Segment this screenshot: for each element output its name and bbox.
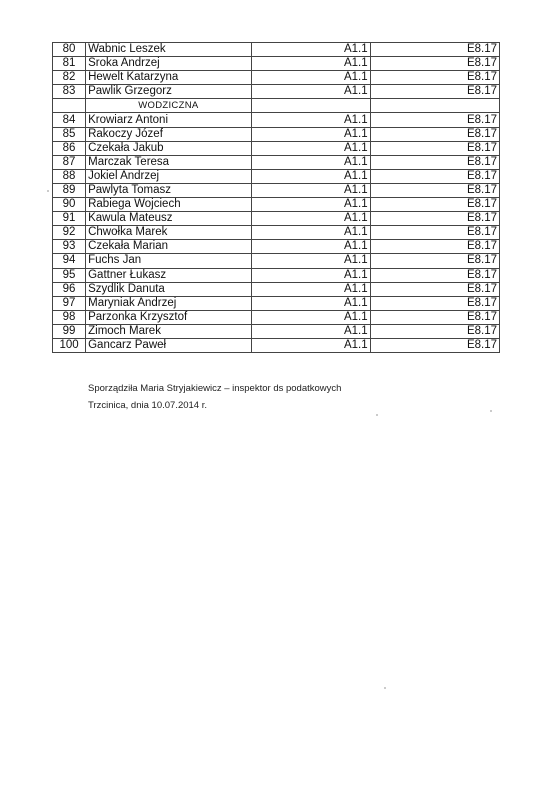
taxpayer-name: Kawula Mateusz bbox=[86, 212, 252, 226]
code-e: E8.17 bbox=[370, 296, 499, 310]
row-number: 81 bbox=[53, 57, 86, 71]
table-row bbox=[53, 127, 500, 141]
section-number-cell bbox=[53, 99, 86, 113]
code-a: A1.1 bbox=[251, 198, 370, 212]
taxpayer-name: Rabiega Wojciech bbox=[86, 198, 252, 212]
code-e: E8.17 bbox=[370, 183, 499, 197]
code-a: A1.1 bbox=[251, 282, 370, 296]
row-number: 83 bbox=[53, 85, 86, 99]
code-e: E8.17 bbox=[370, 282, 499, 296]
taxpayer-name: Czekała Jakub bbox=[86, 141, 252, 155]
taxpayer-name: Chwołka Marek bbox=[86, 226, 252, 240]
table-row bbox=[53, 296, 500, 310]
table-row bbox=[53, 113, 500, 127]
taxpayer-name: Pawlyta Tomasz bbox=[86, 183, 252, 197]
table-row bbox=[53, 198, 500, 212]
code-a: A1.1 bbox=[251, 141, 370, 155]
code-e: E8.17 bbox=[370, 127, 499, 141]
taxpayer-name: Marczak Teresa bbox=[86, 155, 252, 169]
code-a: A1.1 bbox=[251, 169, 370, 183]
section-label: WODZICZNA bbox=[86, 99, 252, 113]
taxpayer-name: Gancarz Paweł bbox=[86, 338, 252, 352]
row-number: 100 bbox=[53, 338, 86, 352]
row-number: 91 bbox=[53, 212, 86, 226]
taxpayer-name: Szydlik Danuta bbox=[86, 282, 252, 296]
section-row bbox=[53, 99, 500, 113]
table-row bbox=[53, 85, 500, 99]
taxpayer-name: Parzonka Krzysztof bbox=[86, 310, 252, 324]
row-number: 90 bbox=[53, 198, 86, 212]
scan-speck bbox=[376, 414, 378, 416]
table-row bbox=[53, 338, 500, 352]
code-a: A1.1 bbox=[251, 212, 370, 226]
code-a: A1.1 bbox=[251, 71, 370, 85]
row-number: 93 bbox=[53, 240, 86, 254]
row-number: 85 bbox=[53, 127, 86, 141]
code-a: A1.1 bbox=[251, 240, 370, 254]
section-empty-cell bbox=[251, 99, 370, 113]
code-e: E8.17 bbox=[370, 113, 499, 127]
code-e: E8.17 bbox=[370, 226, 499, 240]
code-e: E8.17 bbox=[370, 43, 499, 57]
row-number: 94 bbox=[53, 254, 86, 268]
taxpayer-table bbox=[52, 42, 500, 353]
code-a: A1.1 bbox=[251, 85, 370, 99]
code-e: E8.17 bbox=[370, 212, 499, 226]
taxpayer-name: Krowiarz Antoni bbox=[86, 113, 252, 127]
code-e: E8.17 bbox=[370, 338, 499, 352]
table-row bbox=[53, 57, 500, 71]
table-row bbox=[53, 169, 500, 183]
footer bbox=[88, 380, 341, 414]
taxpayer-name: Sroka Andrzej bbox=[86, 57, 252, 71]
prepared-by-line: Sporządziła Maria Stryjakiewicz – inspektor ds podatkowych bbox=[88, 383, 342, 394]
code-e: E8.17 bbox=[370, 71, 499, 85]
table-body-bottom bbox=[53, 113, 500, 353]
code-e: E8.17 bbox=[370, 85, 499, 99]
row-number: 98 bbox=[53, 310, 86, 324]
taxpayer-name: Wabnic Leszek bbox=[86, 43, 252, 57]
code-e: E8.17 bbox=[370, 268, 499, 282]
table-row bbox=[53, 254, 500, 268]
taxpayer-name: Fuchs Jan bbox=[86, 254, 252, 268]
code-a: A1.1 bbox=[251, 113, 370, 127]
taxpayer-name: Gattner Łukasz bbox=[86, 268, 252, 282]
table-row bbox=[53, 212, 500, 226]
row-number: 89 bbox=[53, 183, 86, 197]
table-row bbox=[53, 310, 500, 324]
code-e: E8.17 bbox=[370, 155, 499, 169]
table-row bbox=[53, 43, 500, 57]
code-a: A1.1 bbox=[251, 127, 370, 141]
code-e: E8.17 bbox=[370, 141, 499, 155]
code-e: E8.17 bbox=[370, 169, 499, 183]
code-e: E8.17 bbox=[370, 240, 499, 254]
scan-speck bbox=[490, 410, 492, 412]
table-row bbox=[53, 268, 500, 282]
row-number: 84 bbox=[53, 113, 86, 127]
code-a: A1.1 bbox=[251, 183, 370, 197]
code-e: E8.17 bbox=[370, 310, 499, 324]
taxpayer-name: Rakoczy Józef bbox=[86, 127, 252, 141]
code-e: E8.17 bbox=[370, 324, 499, 338]
section-empty-cell bbox=[370, 99, 499, 113]
code-a: A1.1 bbox=[251, 254, 370, 268]
place-date-line: Trzcinica, dnia 10.07.2014 r. bbox=[88, 400, 207, 411]
table-row bbox=[53, 155, 500, 169]
row-number: 88 bbox=[53, 169, 86, 183]
taxpayer-name: Hewelt Katarzyna bbox=[86, 71, 252, 85]
taxpayer-name: Czekała Marian bbox=[86, 240, 252, 254]
code-a: A1.1 bbox=[251, 338, 370, 352]
table-row bbox=[53, 71, 500, 85]
code-e: E8.17 bbox=[370, 254, 499, 268]
code-e: E8.17 bbox=[370, 198, 499, 212]
code-a: A1.1 bbox=[251, 324, 370, 338]
table-row bbox=[53, 141, 500, 155]
table-section-row-group bbox=[53, 99, 500, 113]
scan-speck bbox=[47, 190, 49, 192]
row-number: 87 bbox=[53, 155, 86, 169]
row-number: 95 bbox=[53, 268, 86, 282]
table-row bbox=[53, 226, 500, 240]
taxpayer-name: Jokiel Andrzej bbox=[86, 169, 252, 183]
scan-speck bbox=[384, 687, 386, 689]
row-number: 92 bbox=[53, 226, 86, 240]
table-row bbox=[53, 324, 500, 338]
code-a: A1.1 bbox=[251, 43, 370, 57]
row-number: 99 bbox=[53, 324, 86, 338]
row-number: 86 bbox=[53, 141, 86, 155]
code-a: A1.1 bbox=[251, 226, 370, 240]
code-a: A1.1 bbox=[251, 57, 370, 71]
row-number: 82 bbox=[53, 71, 86, 85]
row-number: 97 bbox=[53, 296, 86, 310]
code-a: A1.1 bbox=[251, 310, 370, 324]
table-row bbox=[53, 240, 500, 254]
code-e: E8.17 bbox=[370, 57, 499, 71]
taxpayer-name: Maryniak Andrzej bbox=[86, 296, 252, 310]
code-a: A1.1 bbox=[251, 296, 370, 310]
table-row bbox=[53, 282, 500, 296]
row-number: 80 bbox=[53, 43, 86, 57]
code-a: A1.1 bbox=[251, 155, 370, 169]
row-number: 96 bbox=[53, 282, 86, 296]
table-row bbox=[53, 183, 500, 197]
table-body-top bbox=[53, 43, 500, 99]
taxpayer-name: Zimoch Marek bbox=[86, 324, 252, 338]
code-a: A1.1 bbox=[251, 268, 370, 282]
taxpayer-name: Pawlik Grzegorz bbox=[86, 85, 252, 99]
